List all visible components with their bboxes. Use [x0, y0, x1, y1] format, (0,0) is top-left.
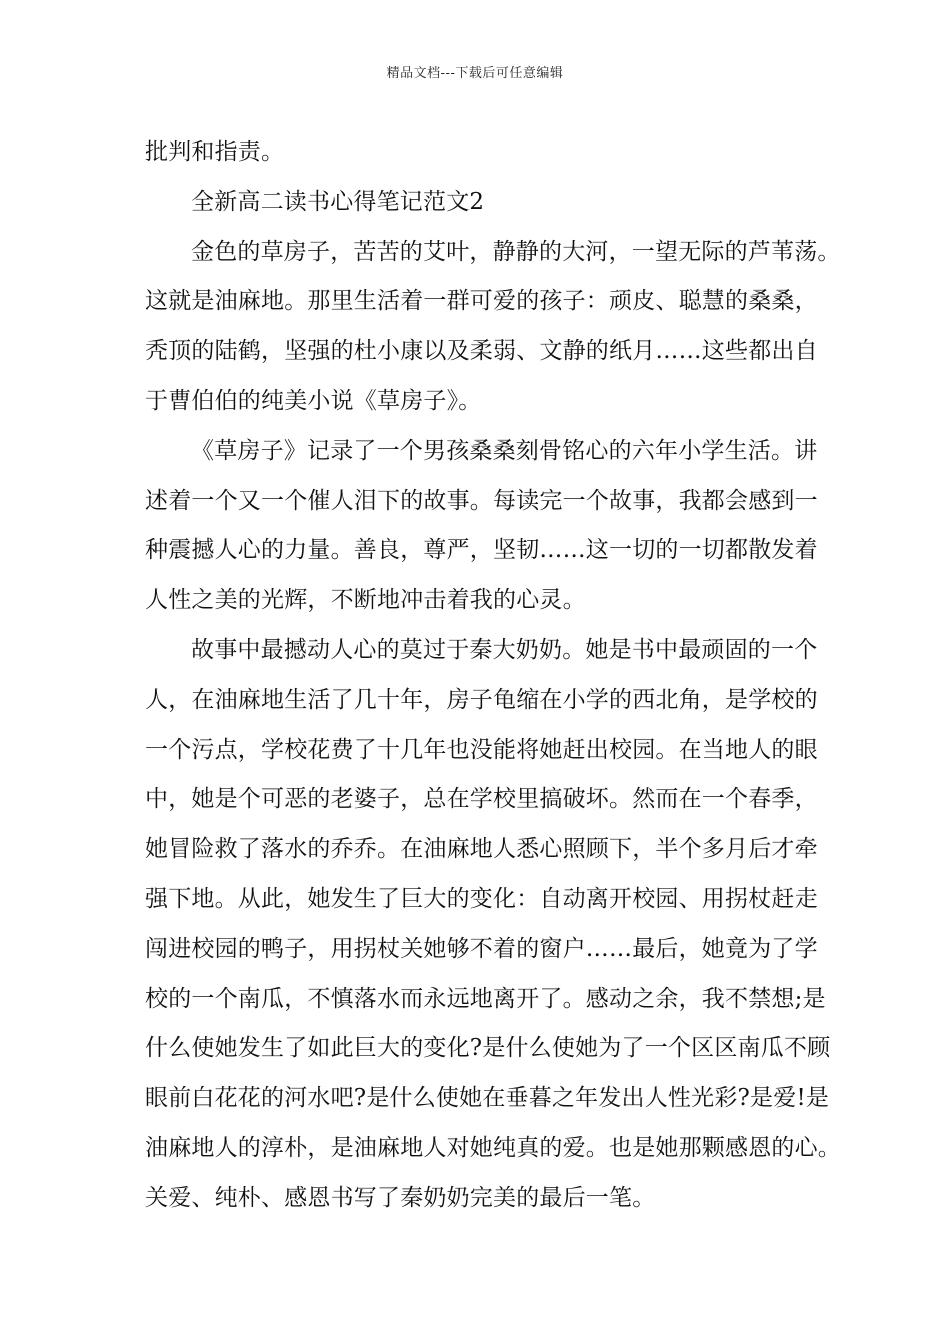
- paragraph-line: 金色的草房子，苦苦的艾叶，静静的大河，一望无际的芦苇荡。: [191, 238, 841, 265]
- text-line: 批判和指责。: [145, 139, 285, 165]
- paragraph-line: 述着一个又一个催人泪下的故事。每读完一个故事，我都会感到一: [145, 487, 818, 514]
- paragraph-line: 眼前白花花的河水吧?是什么使她在垂暮之年发出人性光彩?是爱!是: [145, 1085, 830, 1112]
- paragraph-line: 一个污点，学校花费了十几年也没能将她赶出校园。在当地人的眼: [145, 736, 818, 763]
- paragraph-line: 她冒险救了落水的乔乔。在油麻地人悉心照顾下，半个多月后才牵: [145, 836, 818, 863]
- page-header: 精品文档---下载后可任意编辑: [386, 66, 564, 81]
- paragraph-line: 闯进校园的鸭子，用拐杖关她够不着的窗户……最后，她竟为了学: [145, 935, 818, 962]
- paragraph-line: 油麻地人的淳朴，是油麻地人对她纯真的爱。也是她那颗感恩的心。: [145, 1134, 841, 1161]
- paragraph-line: 这就是油麻地。那里生活着一群可爱的孩子：顽皮、聪慧的桑桑，: [145, 288, 818, 315]
- section-title: 全新高二读书心得笔记范文2: [191, 188, 485, 215]
- paragraph-line: 于曹伯伯的纯美小说《草房子》。: [145, 387, 482, 414]
- paragraph-line: 种震撼人心的力量。善良，尊严，坚韧……这一切的一切都散发着: [145, 537, 818, 564]
- paragraph-line: 秃顶的陆鹤，坚强的杜小康以及柔弱、文静的纸月……这些都出自: [145, 338, 818, 365]
- paragraph-line: 强下地。从此，她发生了巨大的变化：自动离开校园、用拐杖赶走: [145, 885, 818, 912]
- paragraph-line: 中，她是个可恶的老婆子，总在学校里搞破坏。然而在一个春季，: [145, 786, 818, 813]
- paragraph-line: 校的一个南瓜，不慎落水而永远地离开了。感动之余，我不禁想;是: [145, 985, 826, 1012]
- paragraph-line: 《草房子》记录了一个男孩桑桑刻骨铭心的六年小学生活。讲: [191, 437, 818, 464]
- paragraph-line: 人性之美的光辉，不断地冲击着我的心灵。: [145, 587, 586, 614]
- paragraph-line: 关爱、纯朴、感恩书写了秦奶奶完美的最后一笔。: [145, 1184, 656, 1211]
- document-body: [145, 128, 841, 1224]
- paragraph-line: 人，在油麻地生活了几十年，房子龟缩在小学的西北角，是学校的: [145, 686, 818, 713]
- paragraph-line: 什么使她发生了如此巨大的变化?是什么使她为了一个区区南瓜不顾: [145, 1035, 831, 1062]
- paragraph-line: 故事中最撼动人心的莫过于秦大奶奶。她是书中最顽固的一个: [191, 636, 818, 663]
